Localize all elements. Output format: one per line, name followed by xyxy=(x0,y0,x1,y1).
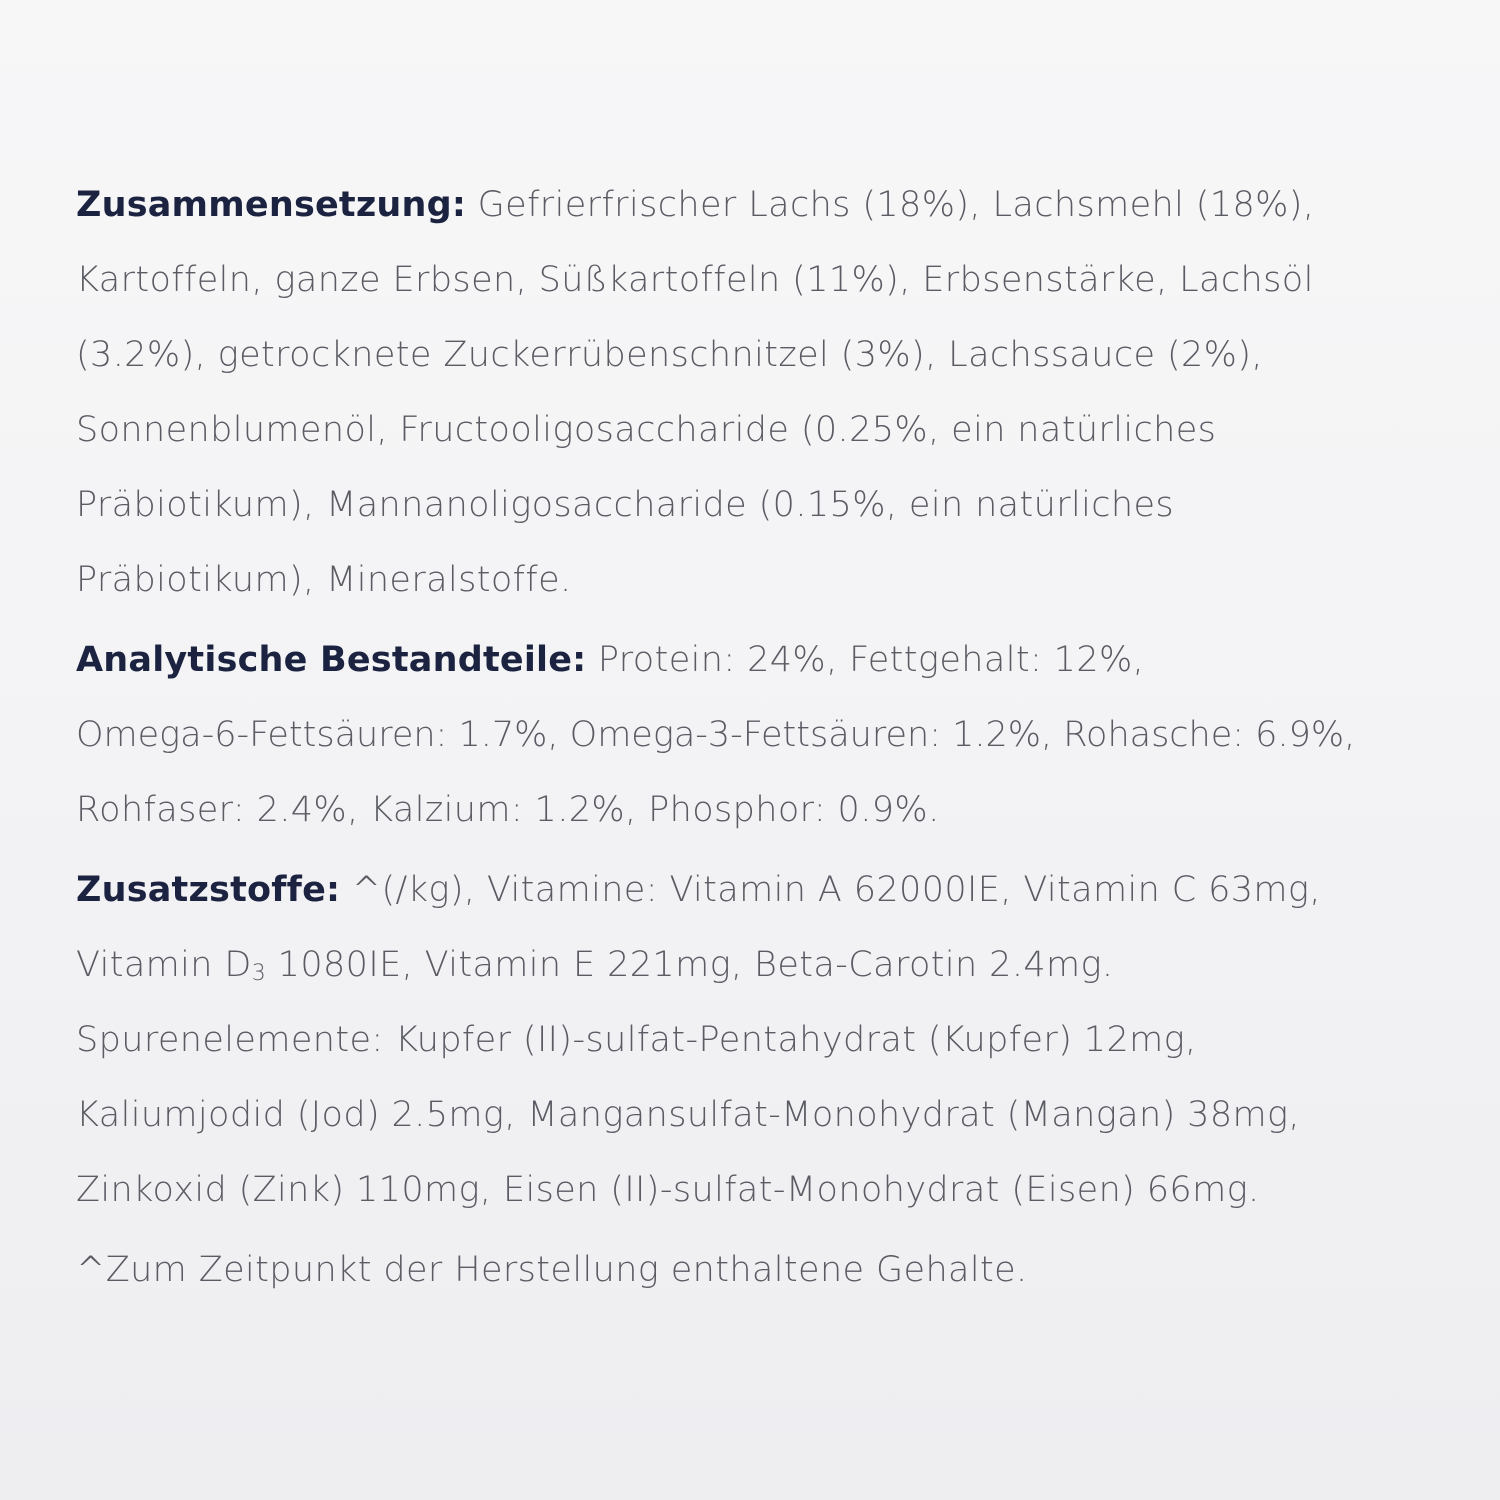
footnote-text: ^Zum Zeitpunkt der Herstellung enthaltene Gehalte. xyxy=(76,1250,1028,1290)
additives-line-2 xyxy=(76,928,1471,1003)
additives-line-1 xyxy=(76,853,1471,928)
additives-line-5: Zinkoxid (Zink) 110mg, Eisen (II)-sulfat-Monohydrat (Eisen) 66mg. xyxy=(76,1170,1260,1210)
composition-text: Gefrierfrischer Lachs (18%), Lachsmehl (18%), xyxy=(466,185,1315,225)
composition-line-5: Präbiotikum), Mannanoligosaccharide (0.15%, ein natürliches xyxy=(76,485,1175,525)
analytical-line-1 xyxy=(76,623,1471,698)
ingredients-panel xyxy=(76,0,1476,1500)
additives-label: Zusatzstoffe: xyxy=(76,870,341,910)
footnote xyxy=(76,1233,1471,1308)
composition-line-2: Kartoffeln, ganze Erbsen, Süßkartoffeln (11%), Erbsenstärke, Lachsöl xyxy=(76,260,1314,300)
analytical-label: Analytische Bestandteile: xyxy=(76,640,587,680)
composition-line-6: Präbiotikum), Mineralstoffe. xyxy=(76,560,572,600)
additives-line-3: Spurenelemente: Kupfer (II)-sulfat-Pentahydrat (Kupfer) 12mg, xyxy=(76,1020,1197,1060)
composition-section xyxy=(76,168,1471,618)
composition-line-1 xyxy=(76,168,1471,243)
analytical-line-3: Rohfaser: 2.4%, Kalzium: 1.2%, Phosphor: 0.9%. xyxy=(76,790,940,830)
additives-text: ^(/kg), Vitamine: Vitamin A 62000IE, Vitamin C 63mg, xyxy=(340,870,1321,910)
additives-line-4: Kaliumjodid (Jod) 2.5mg, Mangansulfat-Monohydrat (Mangan) 38mg, xyxy=(76,1095,1300,1135)
composition-line-3: (3.2%), getrocknete Zuckerrübenschnitzel (3%), Lachssauce (2%), xyxy=(76,335,1263,375)
vitamin-d-subscript: 3 xyxy=(251,961,267,986)
analytical-text: Protein: 24%, Fettgehalt: 12%, xyxy=(586,640,1145,680)
composition-line-4: Sonnenblumenöl, Fructooligosaccharide (0.25%, ein natürliches xyxy=(76,410,1217,450)
composition-label: Zusammensetzung: xyxy=(76,185,467,225)
analytical-section xyxy=(76,623,1471,848)
vitamin-line-rest: 1080IE, Vitamin E 221mg, Beta-Carotin 2.4mg. xyxy=(266,945,1114,985)
analytical-line-2: Omega-6-Fettsäuren: 1.7%, Omega-3-Fettsäuren: 1.2%, Rohasche: 6.9%, xyxy=(76,715,1356,755)
vitamin-d-label: Vitamin D xyxy=(76,945,252,985)
additives-section xyxy=(76,853,1471,1228)
